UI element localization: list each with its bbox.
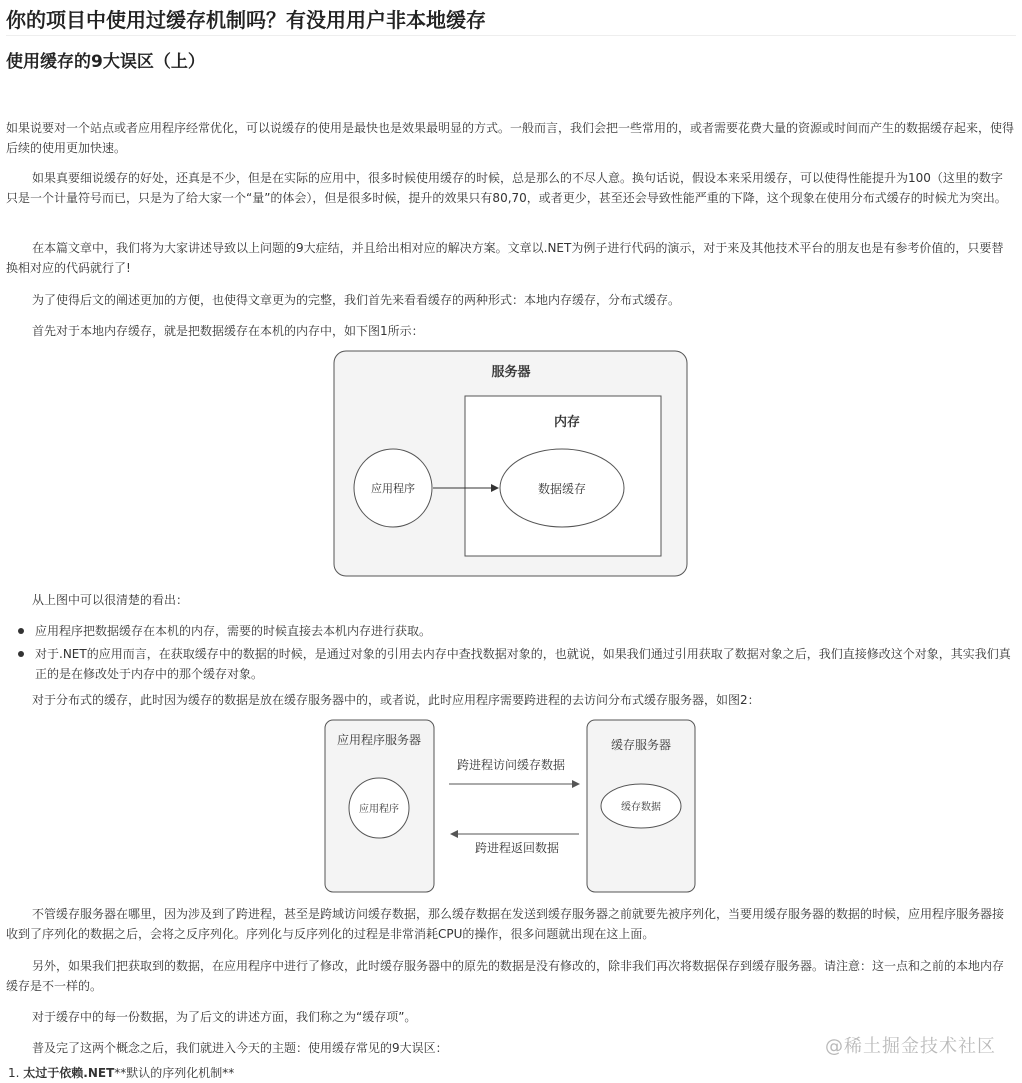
article-subtitle: 使用缓存的9大误区（上）	[6, 52, 205, 72]
paragraph-overview: 在本篇文章中，我们将为大家讲述导致以上问题的9大症结，并且给出相对应的解决方案。文章以.NET为例子进行代码的演示，对于来及其他技术平台的朋友也是有参考价值的，只要替换相对应的代码就行了!	[6, 241, 1004, 275]
page-title: 你的项目中使用过缓存机制吗？有没用用户非本地缓存	[6, 6, 1016, 36]
bullet-dot	[18, 628, 24, 634]
list-number: 1.	[8, 1066, 20, 1080]
arrow-top-label: 跨进程访问缓存数据	[456, 758, 566, 772]
list-item: 应用程序把数据缓存在本机的内存，需要的时候直接去本机内存进行获取。	[18, 621, 1012, 641]
paragraph-intro: 如果说要对一个站点或者应用程序经常优化，可以说缓存的使用是最快也是效果最明显的方式。一般而言，我们会把一些常用的，或者需要花费大量的资源或时间而产生的数据缓存起来，使得后续的使用更加快速。	[6, 121, 1015, 155]
bullet-list	[18, 621, 1012, 687]
paragraph-serialization: 不管缓存服务器在哪里，因为涉及到了跨进程，甚至是跨域访问缓存数据，那么缓存数据在发送到缓存服务器之前就要先被序列化，当要用缓存服务器的数据的时候，应用程序服务器接收到了序列化的数据之后，会将之反序列化。序列化与反序列化的过程是非常消耗CPU的操作，很多问题就出现在这上面。	[6, 907, 1005, 941]
paragraph-cache-item: 对于缓存中的每一份数据，为了后文的讲述方面，我们称之为“缓存项”。	[32, 1010, 417, 1024]
cache-server-label: 缓存服务器	[610, 738, 672, 752]
list-item: 对于.NET的应用而言，在获取缓存中的数据的时候，是通过对象的引用去内存中查找数据对象的，也就说，如果我们通过引用获取了数据对象之后，我们直接修改这个对象，其实我们真正的是在修改处于内存中的那个缓存对象。	[18, 644, 1012, 684]
paragraph-local-cache: 首先对于本地内存缓存，就是把数据缓存在本机的内存中，如下图1所示：	[32, 324, 424, 338]
app-label: 应用程序	[371, 482, 415, 495]
paragraph-benefits: 如果真要细说缓存的好处，还真是不少，但是在实际的应用中，很多时候使用缓存的时候，总是那么的不尽人意。换句话说，假设本来采用缓存，可以使得性能提升为100（这里的数字只是一个计量符号而已，只是为了给大家一个“量”的体会），但是很多时候，提升的效果只有80,70，或者更少，甚至还会导致性能严重的下降，这个现象在使用分布式缓存的时候尤为突出。	[6, 171, 1007, 205]
paragraph-observation: 从上图中可以很清楚的看出：	[32, 593, 189, 607]
numbered-list-item	[8, 1065, 234, 1081]
cache-data-label: 缓存数据	[621, 802, 661, 813]
list-item-bold: 太过于依赖.NET	[23, 1066, 115, 1080]
app-label: 应用程序	[359, 804, 399, 815]
paragraph-topic: 普及完了这两个概念之后，我们就进入今天的主题：使用缓存常见的9大误区：	[32, 1041, 448, 1055]
bullet-dot	[18, 651, 24, 657]
figure-distributed-cache-diagram	[323, 717, 698, 895]
watermark: @稀土掘金技术社区	[825, 1036, 996, 1057]
arrow-bottom-label: 跨进程返回数据	[474, 841, 560, 855]
server-label: 服务器	[491, 365, 531, 380]
memory-label: 内存	[553, 415, 581, 430]
paragraph-two-forms: 为了使得后文的阐述更加的方便，也使得文章更为的完整，我们首先来看看缓存的两种形式：本地内存缓存，分布式缓存。	[32, 293, 681, 307]
list-item-text: **默认的序列化机制**	[114, 1066, 235, 1080]
paragraph-distributed: 对于分布式的缓存，此时因为缓存的数据是放在缓存服务器中的，或者说，此时应用程序需要跨进程的去访问分布式缓存服务器，如图2：	[32, 693, 760, 707]
figure-local-cache-diagram	[332, 349, 690, 579]
paragraph-modification: 另外，如果我们把获取到的数据，在应用程序中进行了修改，此时缓存服务器中的原先的数据是没有修改的，除非我们再次将数据保存到缓存服务器。请注意：这一点和之前的本地内存缓存是不一样的。	[6, 959, 1005, 993]
cache-label: 数据缓存	[537, 482, 587, 496]
app-server-label: 应用程序服务器	[336, 733, 422, 747]
